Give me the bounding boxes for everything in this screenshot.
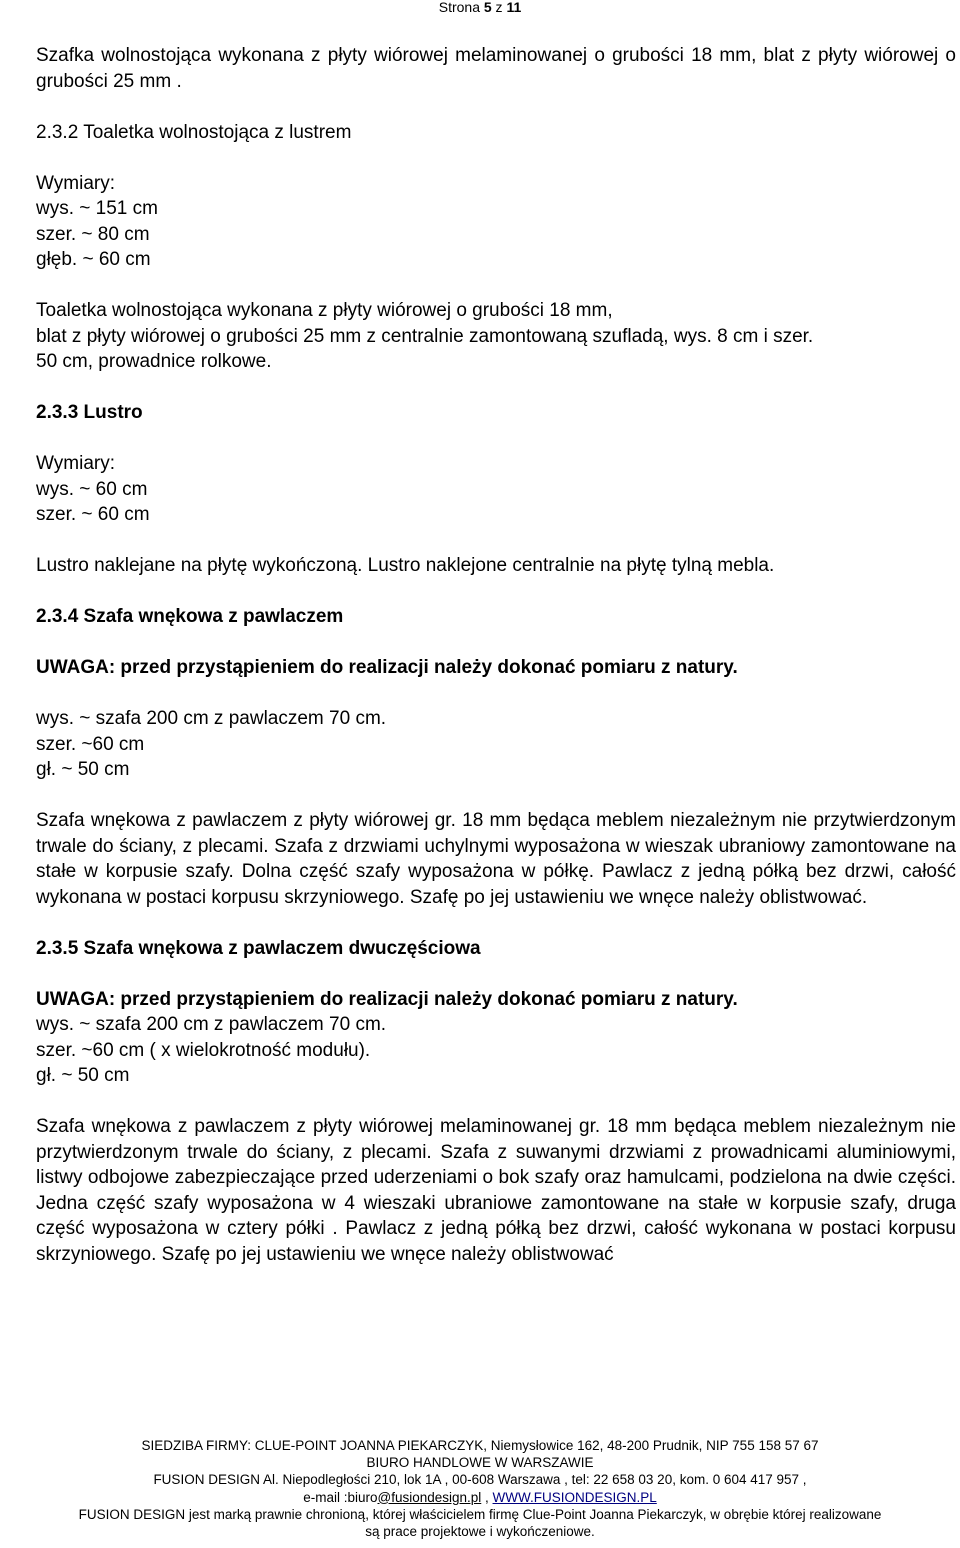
paragraph: wys. ~ 60 cm: [36, 478, 148, 500]
page-footer: [0, 1437, 960, 1540]
document-body: [36, 43, 956, 1267]
paragraph-spacer: [36, 783, 956, 809]
paragraph: szer. ~ 60 cm: [36, 504, 150, 525]
paragraph-spacer: [36, 94, 956, 120]
paragraph: gł. ~ 50 cm: [36, 1065, 130, 1086]
footer-trademark-line: FUSION DESIGN jest marką prawnie chronioną, której właścicielem firmę Clue-Point Joanna Piekarczyk, w obrębie której realizowane: [78, 1506, 882, 1522]
paragraph-spacer: [36, 1089, 956, 1115]
footer-contact-separator: ,: [481, 1489, 493, 1505]
paragraph-spacer: [36, 579, 956, 605]
paragraph: Wymiary:: [36, 453, 115, 474]
section-heading: 2.3.5 Szafa wnękowa z pawlaczem dwuczęściowa: [36, 937, 481, 959]
paragraph: wys. ~ 151 cm: [36, 198, 158, 219]
footer-address-line: FUSION DESIGN Al. Niepodległości 210, lok 1A , 00-608 Warszawa , tel: 22 658 03 20, kom. 0 604 417 957 ,: [153, 1472, 807, 1488]
paragraph-spacer: [36, 375, 956, 401]
page-header: [0, 0, 960, 14]
paragraph: wys. ~ szafa 200 cm z pawlaczem 70 cm.: [36, 1014, 387, 1035]
paragraph-spacer: [36, 910, 956, 936]
paragraph-spacer: [36, 273, 956, 299]
paragraph: gł. ~ 50 cm: [36, 759, 130, 780]
footer-email-link[interactable]: @fusiondesign.pl: [377, 1489, 482, 1505]
paragraph: szer. ~ 80 cm: [36, 223, 150, 245]
paragraph-spacer: [36, 961, 956, 987]
paragraph: wys. ~ szafa 200 cm z pawlaczem 70 cm.: [36, 708, 387, 729]
paragraph: 2.3.2 Toaletka wolnostojąca z lustrem: [36, 121, 352, 143]
paragraph-spacer: [36, 528, 956, 554]
section-heading: UWAGA: przed przystąpieniem do realizacji należy dokonać pomiaru z natury.: [36, 657, 738, 678]
paragraph-spacer: [36, 145, 956, 171]
paragraph: 50 cm, prowadnice rolkowe.: [36, 351, 272, 372]
footer-office-line: BIURO HANDLOWE W WARSZAWIE: [366, 1455, 594, 1471]
paragraph: Szafka wolnostojąca wykonana z płyty wiórowej melaminowanej o grubości 18 mm, blat z płyty wiórowej o grubości 25 mm .: [36, 45, 956, 92]
footer-contact-line: [0, 1489, 960, 1506]
section-heading: UWAGA: przed przystąpieniem do realizacji należy dokonać pomiaru z natury.: [36, 988, 738, 1010]
paragraph-spacer: [36, 630, 956, 656]
page-label: Strona: [438, 0, 484, 15]
page-separator: z: [491, 0, 507, 15]
paragraph: Toaletka wolnostojąca wykonana z płyty wiórowej o grubości 18 mm,: [36, 300, 613, 321]
paragraph: szer. ~60 cm: [36, 733, 145, 755]
footer-trademark-line-2: są prace projektowe i wykończeniowe.: [365, 1524, 595, 1540]
paragraph: Wymiary:: [36, 172, 115, 194]
paragraph: Szafa wnękowa z pawlaczem z płyty wiórowej gr. 18 mm będąca meblem niezależnym nie przytwierdzonym trwale do ściany, z plecami. Szafa z drzwiami uchylnymi wyposażona w wieszak ubraniowy zamontowane na stałe w korpusie szafy. Dolna część szafy wyposażona w półkę. Pawlacz z jedną półką bez drzwi, całość wykonana w postaci korpusu skrzyniowego. Szafę po jej ustawieniu we wnęce należy oblistwować.: [36, 810, 956, 908]
paragraph: szer. ~60 cm ( x wielokrotność modułu).: [36, 1039, 371, 1061]
footer-email-prefix: e-mail :biuro: [303, 1489, 378, 1505]
footer-website-link[interactable]: WWW.FUSIONDESIGN.PL: [492, 1489, 657, 1505]
current-page-number: 5: [483, 0, 492, 15]
paragraph-spacer: [36, 426, 956, 452]
paragraph-spacer: [36, 681, 956, 707]
paragraph: blat z płyty wiórowej o grubości 25 mm z centralnie zamontowaną szufladą, wys. 8 cm i szer.: [36, 325, 814, 347]
total-page-count: 11: [506, 0, 522, 15]
paragraph: głęb. ~ 60 cm: [36, 249, 151, 270]
paragraph: Szafa wnękowa z pawlaczem z płyty wiórowej melaminowanej gr. 18 mm będąca meblem niezależnym nie przytwierdzonym trwale do ściany, z plecami. Szafa z suwanymi drzwiami z prowadnicami aluminiowymi, listwy odbojowe zabezpieczające przed uderzeniami o bok szafy oraz hamulcami, podzielona na dwie części. Jedna część szafy wyposażona w 4 wieszaki ubraniowe zamontowane na stałe w korpusie szafy, druga część wyposażona w cztery półki . Pawlacz z jedną półką bez drzwi, całość wykonana w postaci korpusu skrzyniowego. Szafę po jej ustawieniu we wnęce należy oblistwować: [36, 1116, 956, 1265]
section-heading: 2.3.4 Szafa wnękowa z pawlaczem: [36, 606, 344, 627]
section-heading: 2.3.3 Lustro: [36, 402, 143, 423]
footer-company-line: SIEDZIBA FIRMY: CLUE-POINT JOANNA PIEKARCZYK, Niemysłowice 162, 48-200 Prudnik, NIP 755 158 57 67: [141, 1438, 819, 1453]
paragraph: Lustro naklejane na płytę wykończoną. Lustro naklejone centralnie na płytę tylną mebla.: [36, 555, 775, 576]
